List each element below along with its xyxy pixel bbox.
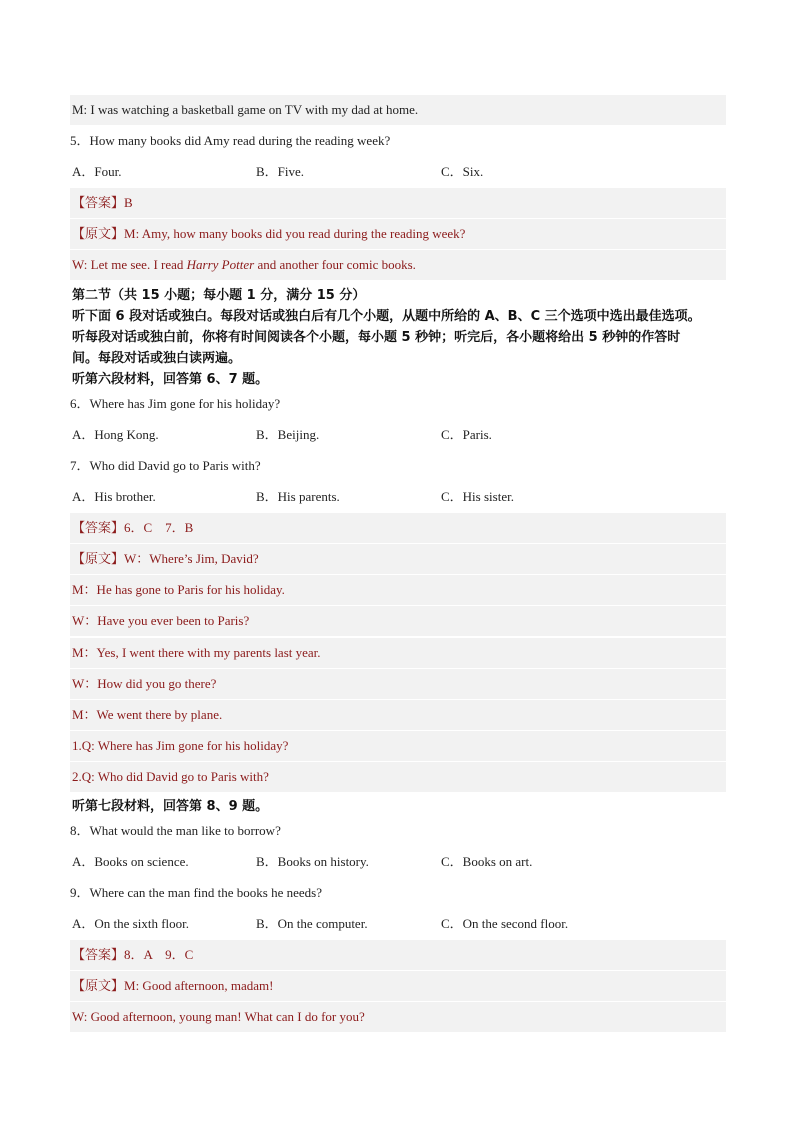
- transcript-text: and another four comic books.: [254, 257, 416, 272]
- transcript-text: M：We went there by plane.: [72, 707, 223, 722]
- transcript-line: [70, 1002, 726, 1032]
- question-9: [70, 878, 724, 908]
- transcript-tag: 【原文】: [72, 226, 125, 241]
- transcript-line: [70, 669, 726, 699]
- section-instruction: 听每段对话或独白前，你将有时间阅读各个小题，每小题 5 秒钟；听完后，各小题将给出 5 秒钟的作答时: [72, 330, 681, 345]
- section-heading: 第二节（共 15 小题；每小题 1 分，满分 15 分）: [72, 288, 366, 303]
- transcript-text: W: Good afternoon, young man! What can I do for you?: [72, 1009, 365, 1024]
- answer-line: [70, 513, 726, 543]
- transcript-line: [70, 700, 726, 730]
- transcript-tag: 【原文】: [72, 978, 125, 993]
- answer-tag: 【答案】: [72, 947, 125, 962]
- answer-line: [70, 940, 726, 970]
- material-heading: 听第七段材料，回答第 8、9 题。: [72, 799, 269, 814]
- question-6: [70, 389, 724, 419]
- transcript-line: [70, 544, 726, 574]
- transcript-text: W：Where’s Jim, David?: [124, 551, 259, 566]
- option-a: A．His brother.: [72, 489, 156, 504]
- question-7: [70, 451, 724, 481]
- question-text: 9．Where can the man find the books he needs?: [70, 885, 322, 900]
- transcript-line: [70, 971, 726, 1001]
- transcript-line: [70, 219, 726, 249]
- option-b: B．On the computer.: [256, 916, 368, 931]
- option-c: C．Six.: [441, 164, 484, 179]
- option-b: B．Beijing.: [256, 427, 320, 442]
- transcript-text: W：Have you ever been to Paris?: [72, 613, 250, 628]
- question-text: 8．What would the man like to borrow?: [70, 823, 281, 838]
- transcript-line: [70, 762, 726, 792]
- transcript-tag: 【原文】: [72, 551, 125, 566]
- transcript-text: 1.Q: Where has Jim gone for his holiday?: [72, 738, 289, 753]
- question-text: 5．How many books did Amy read during the reading week?: [70, 133, 391, 148]
- transcript-text: M：He has gone to Paris for his holiday.: [72, 582, 285, 597]
- section-instruction: 听下面 6 段对话或独白。每段对话或独白后有几个小题，从题中所给的 A、B、C 三个选项中选出最佳选项。: [72, 309, 701, 324]
- option-c: C．Paris.: [441, 427, 492, 442]
- answer-text: 6．C 7．B: [124, 520, 194, 535]
- question-8: [70, 816, 724, 846]
- transcript-text: M：Yes, I went there with my parents last year.: [72, 645, 321, 660]
- transcript-text: M: I was watching a basketball game on TV with my dad at home.: [72, 102, 419, 117]
- section-instruction: 间。每段对话或独白读两遍。: [72, 351, 242, 366]
- option-b: B．His parents.: [256, 489, 340, 504]
- option-c: C．On the second floor.: [441, 916, 569, 931]
- answer-tag: 【答案】: [72, 195, 125, 210]
- answer-text: B: [124, 195, 133, 210]
- question-text: 7．Who did David go to Paris with?: [70, 458, 261, 473]
- transcript-line: [70, 575, 726, 605]
- book-title: Harry Potter: [186, 257, 255, 272]
- transcript-line: [70, 95, 726, 125]
- question-text: 6．Where has Jim gone for his holiday?: [70, 396, 281, 411]
- transcript-text: M: Good afternoon, madam!: [124, 978, 274, 993]
- transcript-line: [70, 638, 726, 668]
- transcript-text: M: Amy, how many books did you read during the reading week?: [124, 226, 466, 241]
- option-a: A．On the sixth floor.: [72, 916, 189, 931]
- option-c: C．His sister.: [441, 489, 514, 504]
- option-a: A．Books on science.: [72, 854, 189, 869]
- option-b: B．Books on history.: [256, 854, 369, 869]
- option-c: C．Books on art.: [441, 854, 533, 869]
- answer-tag: 【答案】: [72, 520, 125, 535]
- transcript-line: [70, 606, 726, 636]
- option-a: A．Four.: [72, 164, 122, 179]
- transcript-text: W: Let me see. I read: [72, 257, 187, 272]
- transcript-text: W：How did you go there?: [72, 676, 217, 691]
- material-heading: 听第六段材料，回答第 6、7 题。: [72, 372, 269, 387]
- option-b: B．Five.: [256, 164, 305, 179]
- transcript-text: 2.Q: Who did David go to Paris with?: [72, 769, 269, 784]
- transcript-line: [70, 731, 726, 761]
- transcript-line: [70, 250, 726, 280]
- question-5: [70, 126, 724, 156]
- answer-line: [70, 188, 726, 218]
- option-a: A．Hong Kong.: [72, 427, 159, 442]
- answer-text: 8．A 9．C: [124, 947, 194, 962]
